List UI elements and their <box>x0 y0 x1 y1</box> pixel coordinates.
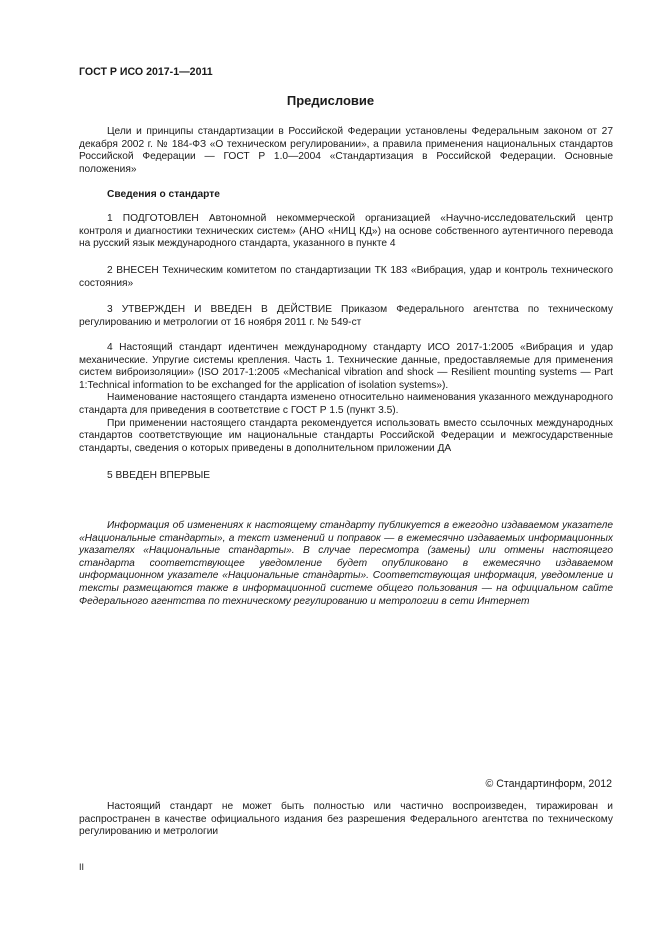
item-2-block <box>79 265 613 290</box>
item-4-main: 4 Настоящий стандарт идентичен международному стандарту ИСО 2017-1:2005 «Вибрация и удар механические. Упругие системы крепления. Часть 1. Технические данные, предоставляемые для применения систем виброизоляции» (ISO 2017-1:2005 «Mechanical vibration and shock — Resilient mounting systems — Part 1:Technical information to be exchanged for the application of isolation systems»). <box>79 342 613 391</box>
item-5: 5 ВВЕДЕН ВПЕРВЫЕ <box>107 470 211 481</box>
intro-block <box>79 126 613 176</box>
item-4-title-note: Наименование настоящего стандарта изменено относительно наименования указанного международного стандарта для приведения в соответствие с ГОСТ Р 1.5 (пункт 3.5). <box>79 392 613 416</box>
page-title: Предисловие <box>286 93 375 108</box>
page-number: II <box>79 862 85 872</box>
intro-paragraph: Цели и принципы стандартизации в Российской Федерации установлены Федеральным законом от 27 декабря 2002 г. № 184-ФЗ «О техническом регулировании», а правила применения национальных стандартов Российской Федерации — ГОСТ Р 1.0—2004 «Стандартизация в Российской Федерации. Основные положения» <box>79 126 613 175</box>
copyright: © Стандартинформ, 2012 <box>485 778 612 790</box>
notice-paragraph: Информация об изменениях к настоящему стандарту публикуется в ежегодно издаваемом указателе «Национальные стандарты», а текст изменений и поправок — в ежемесячно издаваемых информационных указателях «Национальные стандарты». В случае пересмотра (замены) или отмены настоящего стандарта соответствующее уведомление будет опубликовано в ежемесячно издаваемом информационном указателе «Национальные стандарты». Соответствующая информация, уведомление и тексты размещаются также в информационной системе общего пользования — на официальном сайте Федерального агентства по техническому регулированию и метрологии в сети Интернет <box>79 520 613 607</box>
section-title: Сведения о стандарте <box>107 189 220 200</box>
item-4-block <box>79 342 613 455</box>
rights-block <box>79 801 613 839</box>
item-3-block <box>79 304 613 329</box>
item-3: 3 УТВЕРЖДЕН И ВВЕДЕН В ДЕЙСТВИЕ Приказом Федерального агентства по техническому регулированию и метрологии от 16 ноября 2011 г. № 549-ст <box>79 304 613 328</box>
item-1-block <box>79 213 613 251</box>
item-5-block <box>79 470 613 483</box>
document-code: ГОСТ Р ИСО 2017-1—2011 <box>79 66 213 78</box>
notice-block <box>79 520 613 608</box>
item-1: 1 ПОДГОТОВЛЕН Автономной некоммерческой организацией «Научно-исследовательский центр контроля и диагностики технических систем» (АНО «НИЦ КД») на основе собственного аутентичного перевода на русский язык международного стандарта, указанного в пункте 4 <box>79 213 613 250</box>
item-2: 2 ВНЕСЕН Техническим комитетом по стандартизации ТК 183 «Вибрация, удар и контроль технического состояния» <box>79 265 613 289</box>
item-4-references-note: При применении настоящего стандарта рекомендуется использовать вместо ссылочных международных стандартов соответствующие им национальные стандарты Российской Федерации и межгосударственные стандарты, сведения о которых приведены в дополнительном приложении ДА <box>79 417 613 454</box>
rights-paragraph: Настоящий стандарт не может быть полностью или частично воспроизведен, тиражирован и распространен в качестве официального издания без разрешения Федерального агентства по техническому регулированию и метрологии <box>79 801 613 838</box>
